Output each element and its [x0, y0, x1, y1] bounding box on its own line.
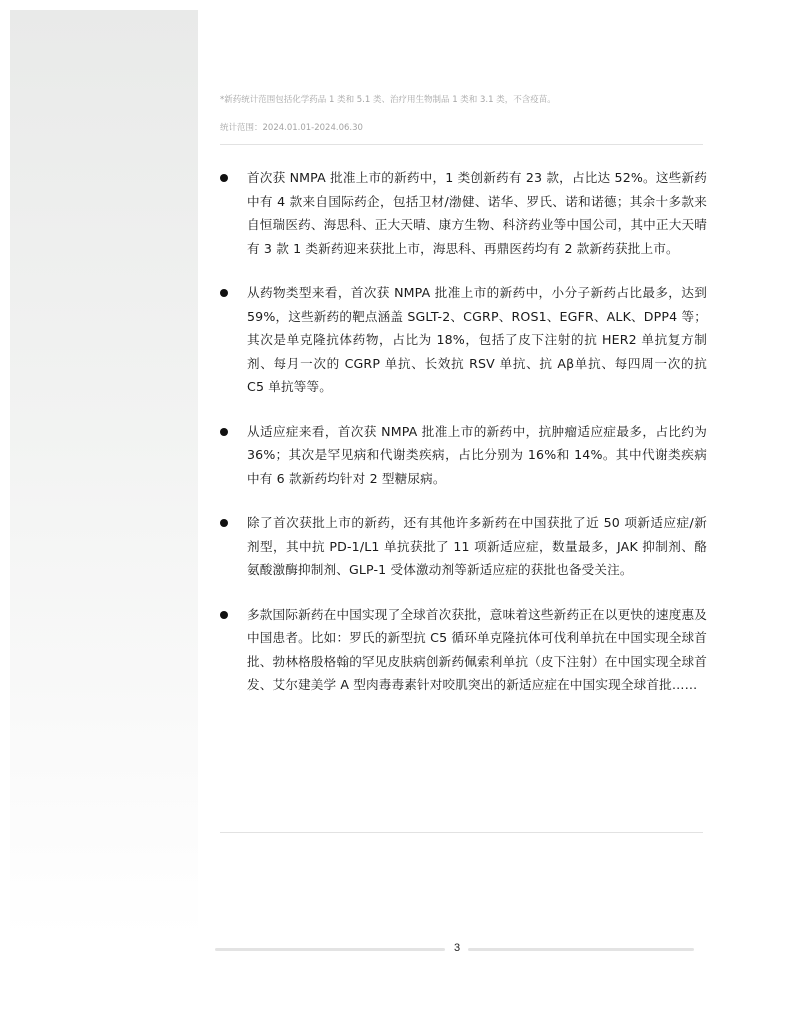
bullet-dot-icon: [220, 174, 228, 182]
scope-footnote: *新药统计范围包括化学药品 1 类和 5.1 类、治疗用生物制品 1 类和 3.1 类，不含疫苗。: [220, 95, 556, 105]
list-item-text: 从药物类型来看，首次获 NMPA 批准上市的新药中，小分子新药占比最多，达到 59%，这些新药的靶点涵盖 SGLT-2、CGRP、ROS1、EGFR、ALK、DPP4 等；其次是单克隆抗体药物，占比为 18%，包括了皮下注射的抗 HER2 单抗复方制剂、每月一次的 CGRP 单抗、长效抗 RSV 单抗、抗 Aβ单抗、每四周一次的抗 C5 单抗等等。: [247, 285, 707, 394]
list-item: [220, 166, 707, 260]
list-item-text: 首次获 NMPA 批准上市的新药中，1 类创新药有 23 款，占比达 52%。这些新药中有 4 款来自国际药企，包括卫材/渤健、诺华、罗氏、诺和诺德；其余十多款来自恒瑞医药、海思科、正大天晴、康方生物、科济药业等中国公司，其中正大天晴有 3 款 1 类新药迎来获批上市，海思科、再鼎医药均有 2 款新药获批上市。: [247, 170, 707, 256]
top-divider: [220, 144, 703, 145]
list-item-text: 除了首次获批上市的新药，还有其他许多新药在中国获批了近 50 项新适应症/新剂型，其中抗 PD-1/L1 单抗获批了 11 项新适应症，数量最多，JAK 抑制剂、酪氨酸激酶抑制剂、GLP-1 受体激动剂等新适应症的获批也备受关注。: [247, 515, 707, 577]
footer-rule-right: [468, 948, 694, 951]
list-item: [220, 511, 707, 582]
key-findings-list: [220, 166, 707, 718]
list-item-text: 多款国际新药在中国实现了全球首次获批，意味着这些新药正在以更快的速度惠及中国患者。比如：罗氏的新型抗 C5 循环单克隆抗体可伐利单抗在中国实现全球首批、勃林格殷格翰的罕见皮肤病创新药佩索利单抗（皮下注射）在中国实现全球首发、艾尔建美学 A 型肉毒毒素针对咬肌突出的新适应症在中国实现全球首批……: [247, 606, 707, 692]
list-item: [220, 603, 707, 697]
bullet-dot-icon: [220, 289, 228, 297]
bullet-dot-icon: [220, 519, 228, 527]
bullet-dot-icon: [220, 428, 228, 436]
list-item: [220, 281, 707, 399]
period-footnote: 统计范围：2024.01.01-2024.06.30: [220, 123, 363, 133]
bottom-divider: [220, 832, 703, 833]
page-number: 3: [453, 942, 461, 954]
footer-rule-left: [215, 948, 445, 951]
bullet-dot-icon: [220, 611, 228, 619]
side-decoration-band: [10, 10, 198, 938]
list-item: [220, 420, 707, 491]
list-item-text: 从适应症来看，首次获 NMPA 批准上市的新药中，抗肿瘤适应症最多，占比约为 36%；其次是罕见病和代谢类疾病，占比分别为 16%和 14%。其中代谢类疾病中有 6 款新药均针对 2 型糖尿病。: [247, 423, 707, 486]
